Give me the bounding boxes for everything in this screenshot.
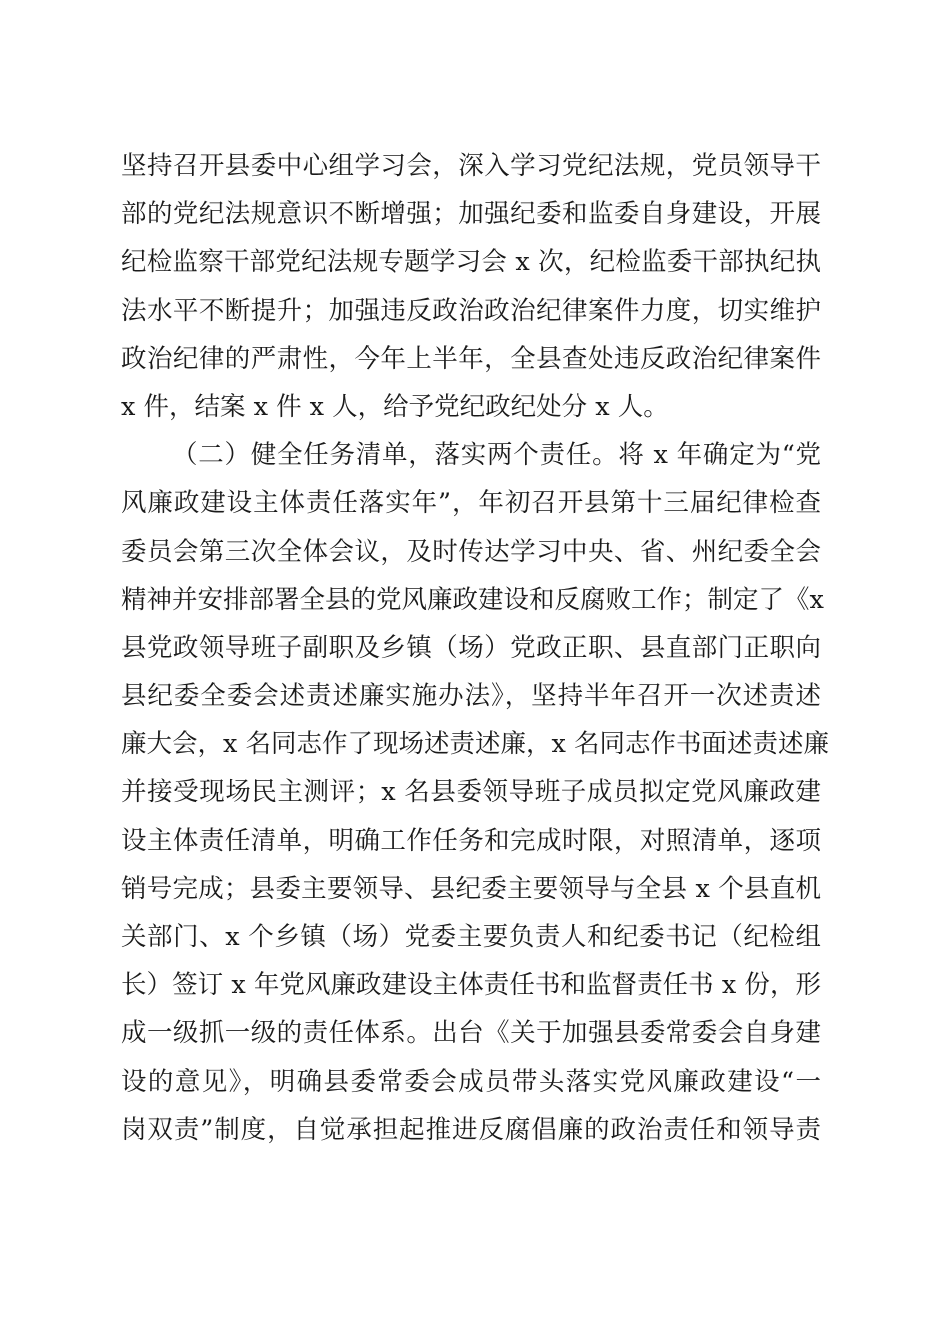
text-line: 设主体责任清单，明确工作任务和完成时限，对照清单，逐项 (121, 825, 821, 856)
text-line: 关部门、x 个乡镇（场）党委主要负责人和纪委书记（纪检组 (121, 922, 821, 952)
text-line: x 件，结案 x 件 x 人，给予党纪政纪处分 x 人。 (121, 391, 669, 422)
text-line: 岗双责”制度，自觉承担起推进反腐倡廉的政治责任和领导责 (121, 1114, 821, 1145)
text-line: 县党政领导班子副职及乡镇（场）党政正职、县直部门正职向 (121, 632, 821, 663)
text-line: 县纪委全委会述责述廉实施办法》，坚持半年召开一次述责述 (121, 681, 821, 712)
text-line: 法水平不断提升；加强违反政治政治纪律案件力度，切实维护 (121, 295, 821, 326)
text-line: 部的党纪法规意识不断增强；加强纪委和监委自身建设，开展 (121, 199, 821, 230)
text-line: 设的意见》，明确县委常委会成员带头落实党风廉政建设“一 (121, 1066, 821, 1097)
text-line: 坚持召开县委中心组学习会，深入学习党纪法规，党员领导干 (121, 151, 821, 181)
document-body (121, 142, 829, 1154)
paragraph-2 (121, 431, 829, 1154)
text-line: 风廉政建设主体责任落实年”，年初召开县第十三届纪律检查 (121, 488, 821, 519)
text-line: 并接受现场民主测评；x 名县委领导班子成员拟定党风廉政建 (121, 777, 821, 808)
section-heading-line: （二）健全任务清单，落实两个责任。将 x 年确定为“党 (172, 440, 821, 471)
paragraph-1 (121, 142, 821, 431)
text-line: 纪检监察干部党纪法规专题学习会 x 次，纪检监委干部执纪执 (121, 247, 821, 278)
text-line: 成一级抓一级的责任体系。出台《关于加强县委常委会自身建 (121, 1018, 821, 1049)
text-line: 政治纪律的严肃性，今年上半年，全县查处违反政治纪律案件 (121, 343, 821, 374)
text-line: 销号完成；县委主要领导、县纪委主要领导与全县 x 个县直机 (121, 873, 821, 904)
text-line: 委员会第三次全体会议，及时传达学习中央、省、州纪委全会 (121, 536, 821, 567)
text-line: 廉大会，x 名同志作了现场述责述廉，x 名同志作书面述责述廉 (121, 729, 829, 760)
text-line: 精神并安排部署全县的党风廉政建设和反腐败工作；制定了《x (121, 584, 824, 615)
text-line: 长）签订 x 年党风廉政建设主体责任书和监督责任书 x 份，形 (121, 970, 821, 1001)
